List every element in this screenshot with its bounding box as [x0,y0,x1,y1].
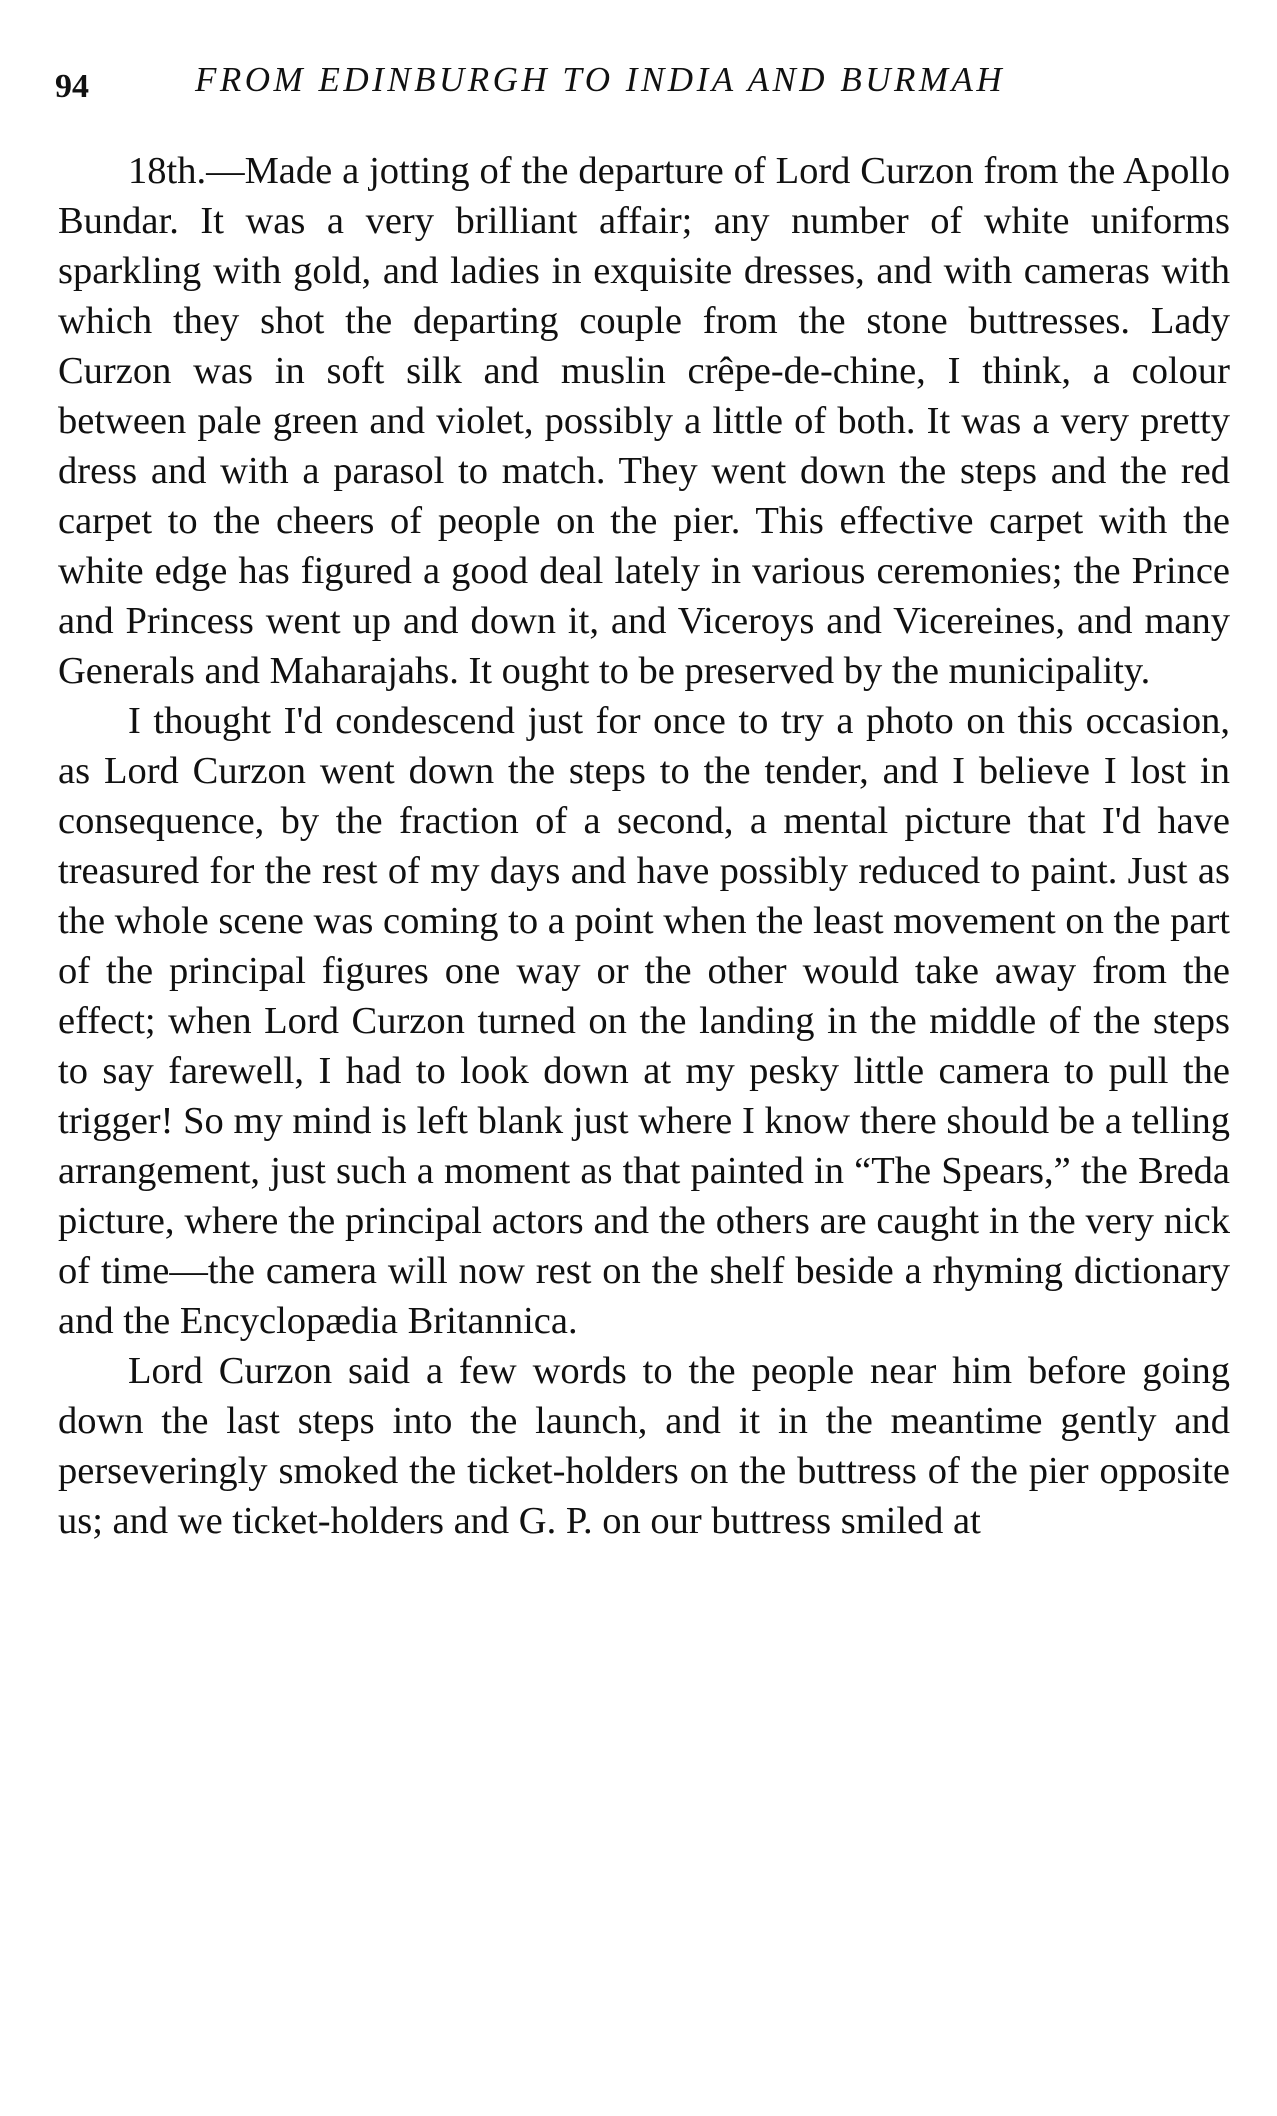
body-text [58,146,1230,1546]
page-number: 94 [55,68,89,105]
paragraph: Lord Curzon said a few words to the people near him before going down the last steps into the launch, and it in the meantime gently and perseveringly smoked the ticket-holders on the buttress of the pier opposite us; and we ticket-holders and G. P. on our buttress smiled at [58,1350,1230,1542]
running-title: FROM EDINBURGH TO INDIA AND BURMAH [195,60,1006,99]
paragraph: I thought I'd condescend just for once to try a photo on this occasion, as Lord Curzon went down the steps to the tender, and I believe I lost in consequence, by the fraction of a second, a mental picture that I'd have treasured for the rest of my days and have possibly reduced to paint. Just as the whole scene was coming to a point when the least movement on the part of the principal figures one way or the other would take away from the effect; when Lord Curzon turned on the landing in the middle of the steps to say farewell, I had to look down at my pesky little camera to pull the trigger! So my mind is left blank just where I know there should be a telling arrangement, just such a moment as that painted in “The Spears,” the Breda picture, where the principal actors and the others are caught in the very nick of time—the camera will now rest on the shelf beside a rhyming dictionary and the Encyclopædia Britannica. [58,700,1230,1342]
paragraph: 18th.—Made a jotting of the departure of Lord Curzon from the Apollo Bundar. It was a very brilliant affair; any number of white uniforms sparkling with gold, and ladies in exquisite dresses, and with cameras with which they shot the departing couple from the stone buttresses. Lady Curzon was in soft silk and muslin crêpe-de-chine, I think, a colour between pale green and violet, possibly a little of both. It was a very pretty dress and with a parasol to match. They went down the steps and the red carpet to the cheers of people on the pier. This effective carpet with the white edge has figured a good deal lately in various ceremonies; the Prince and Princess went up and down it, and Viceroys and Vicereines, and many Generals and Maharajahs. It ought to be preserved by the municipality. [58,150,1230,692]
page-header [55,60,1237,110]
